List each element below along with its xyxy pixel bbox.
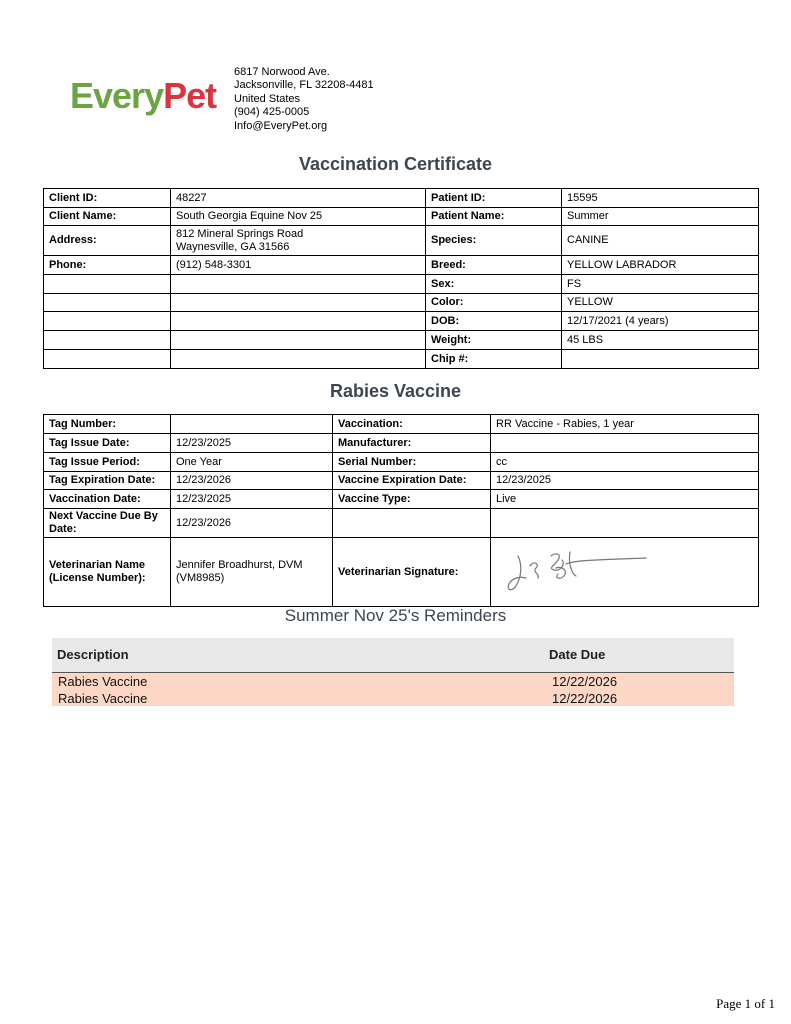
serial-number-value: cc xyxy=(491,453,759,472)
sex-value: FS xyxy=(562,275,759,294)
vet-signature-cell xyxy=(491,538,759,607)
vet-signature-label: Veterinarian Signature: xyxy=(333,538,491,607)
chip-value xyxy=(562,350,759,369)
manufacturer-value xyxy=(491,434,759,453)
vaccination-label: Vaccination: xyxy=(333,415,491,434)
phone-label: Phone: xyxy=(44,256,171,275)
reminder-date: 12/22/2026 xyxy=(552,674,618,689)
everypet-logo xyxy=(70,74,217,122)
color-value: YELLOW xyxy=(562,294,759,312)
tag-issue-date-value: 12/23/2025 xyxy=(171,434,333,453)
client-id-label: Client ID: xyxy=(44,189,171,208)
logo-text-every: Every xyxy=(70,75,164,116)
patient-name-label: Patient Name: xyxy=(426,208,562,226)
empty-cell xyxy=(491,509,759,538)
tag-number-label: Tag Number: xyxy=(44,415,171,434)
patient-name-value: Summer xyxy=(562,208,759,226)
logo-text-pet: Pet xyxy=(163,75,217,116)
reminders-table-header xyxy=(52,638,734,673)
vaccination-date-value: 12/23/2025 xyxy=(171,490,333,509)
address-line1: 812 Mineral Springs Road xyxy=(176,227,304,240)
breed-label: Breed: xyxy=(426,256,562,275)
dob-value: 12/17/2021 (4 years) xyxy=(562,312,759,331)
patient-info-table xyxy=(43,188,759,369)
manufacturer-label: Manufacturer: xyxy=(333,434,491,453)
vaccine-expiration-value: 12/23/2025 xyxy=(491,472,759,490)
address-line2: Waynesville, GA 31566 xyxy=(176,240,290,253)
tag-issue-date-label: Tag Issue Date: xyxy=(44,434,171,453)
tag-number-value xyxy=(171,415,333,434)
address-city: Jacksonville, FL 32208-4481 xyxy=(234,79,374,92)
tag-expiration-value: 12/23/2026 xyxy=(171,472,333,490)
address-value xyxy=(171,226,426,256)
weight-label: Weight: xyxy=(426,331,562,350)
tag-issue-period-label: Tag Issue Period: xyxy=(44,453,171,472)
species-label: Species: xyxy=(426,226,562,256)
dob-label: DOB: xyxy=(426,312,562,331)
next-due-label: Next Vaccine Due By Date: xyxy=(44,509,171,538)
vet-name-value: Jennifer Broadhurst, DVM (VM8985) xyxy=(171,538,333,607)
vaccine-table xyxy=(43,414,759,607)
tag-expiration-label: Tag Expiration Date: xyxy=(44,472,171,490)
vaccine-title: Rabies Vaccine xyxy=(329,381,462,401)
clinic-address xyxy=(234,66,374,133)
empty-cell xyxy=(44,294,171,312)
page-number: Page 1 of 1 xyxy=(716,996,775,1011)
reminders-table-body xyxy=(52,673,734,706)
address-email: Info@EveryPet.org xyxy=(234,119,328,132)
reminders-header-date: Date Due xyxy=(549,647,606,662)
address-phone: (904) 425-0005 xyxy=(234,106,310,119)
patient-id-value: 15595 xyxy=(562,189,759,208)
client-name-label: Client Name: xyxy=(44,208,171,226)
certificate-title: Vaccination Certificate xyxy=(298,154,493,174)
reminders-title: Summer Nov 25's Reminders xyxy=(284,606,507,625)
empty-cell xyxy=(171,294,426,312)
vet-name-label: Veterinarian Name (License Number): xyxy=(44,538,171,607)
client-name-value: South Georgia Equine Nov 25 xyxy=(171,208,426,226)
empty-cell xyxy=(171,350,426,369)
serial-number-label: Serial Number: xyxy=(333,453,491,472)
color-label: Color: xyxy=(426,294,562,312)
vaccine-type-label: Vaccine Type: xyxy=(333,490,491,509)
table-row xyxy=(52,673,734,690)
vaccine-expiration-label: Vaccine Expiration Date: xyxy=(333,472,491,490)
vaccination-date-label: Vaccination Date: xyxy=(44,490,171,509)
patient-id-label: Patient ID: xyxy=(426,189,562,208)
reminders-header-description: Description xyxy=(57,647,129,662)
chip-label: Chip #: xyxy=(426,350,562,369)
breed-value: YELLOW LABRADOR xyxy=(562,256,759,275)
reminder-date: 12/22/2026 xyxy=(552,690,618,706)
tag-issue-period-value: One Year xyxy=(171,453,333,472)
table-row xyxy=(52,690,734,707)
vaccination-value: RR Vaccine - Rabies, 1 year xyxy=(491,415,759,434)
next-due-value: 12/23/2026 xyxy=(171,509,333,538)
empty-cell xyxy=(333,509,491,538)
vaccine-type-value: Live xyxy=(491,490,759,509)
signature-image xyxy=(496,546,666,598)
address-label: Address: xyxy=(44,226,171,256)
empty-cell xyxy=(44,331,171,350)
empty-cell xyxy=(44,275,171,294)
empty-cell xyxy=(171,275,426,294)
empty-cell xyxy=(171,331,426,350)
weight-value: 45 LBS xyxy=(562,331,759,350)
empty-cell xyxy=(171,312,426,331)
sex-label: Sex: xyxy=(426,275,562,294)
reminder-description: Rabies Vaccine xyxy=(58,674,148,689)
phone-value: (912) 548-3301 xyxy=(171,256,426,275)
reminder-description: Rabies Vaccine xyxy=(58,690,148,706)
empty-cell xyxy=(44,350,171,369)
address-street: 6817 Norwood Ave. xyxy=(234,66,330,78)
species-value: CANINE xyxy=(562,226,759,256)
client-id-value: 48227 xyxy=(171,189,426,208)
address-country: United States xyxy=(234,92,301,105)
empty-cell xyxy=(44,312,171,331)
